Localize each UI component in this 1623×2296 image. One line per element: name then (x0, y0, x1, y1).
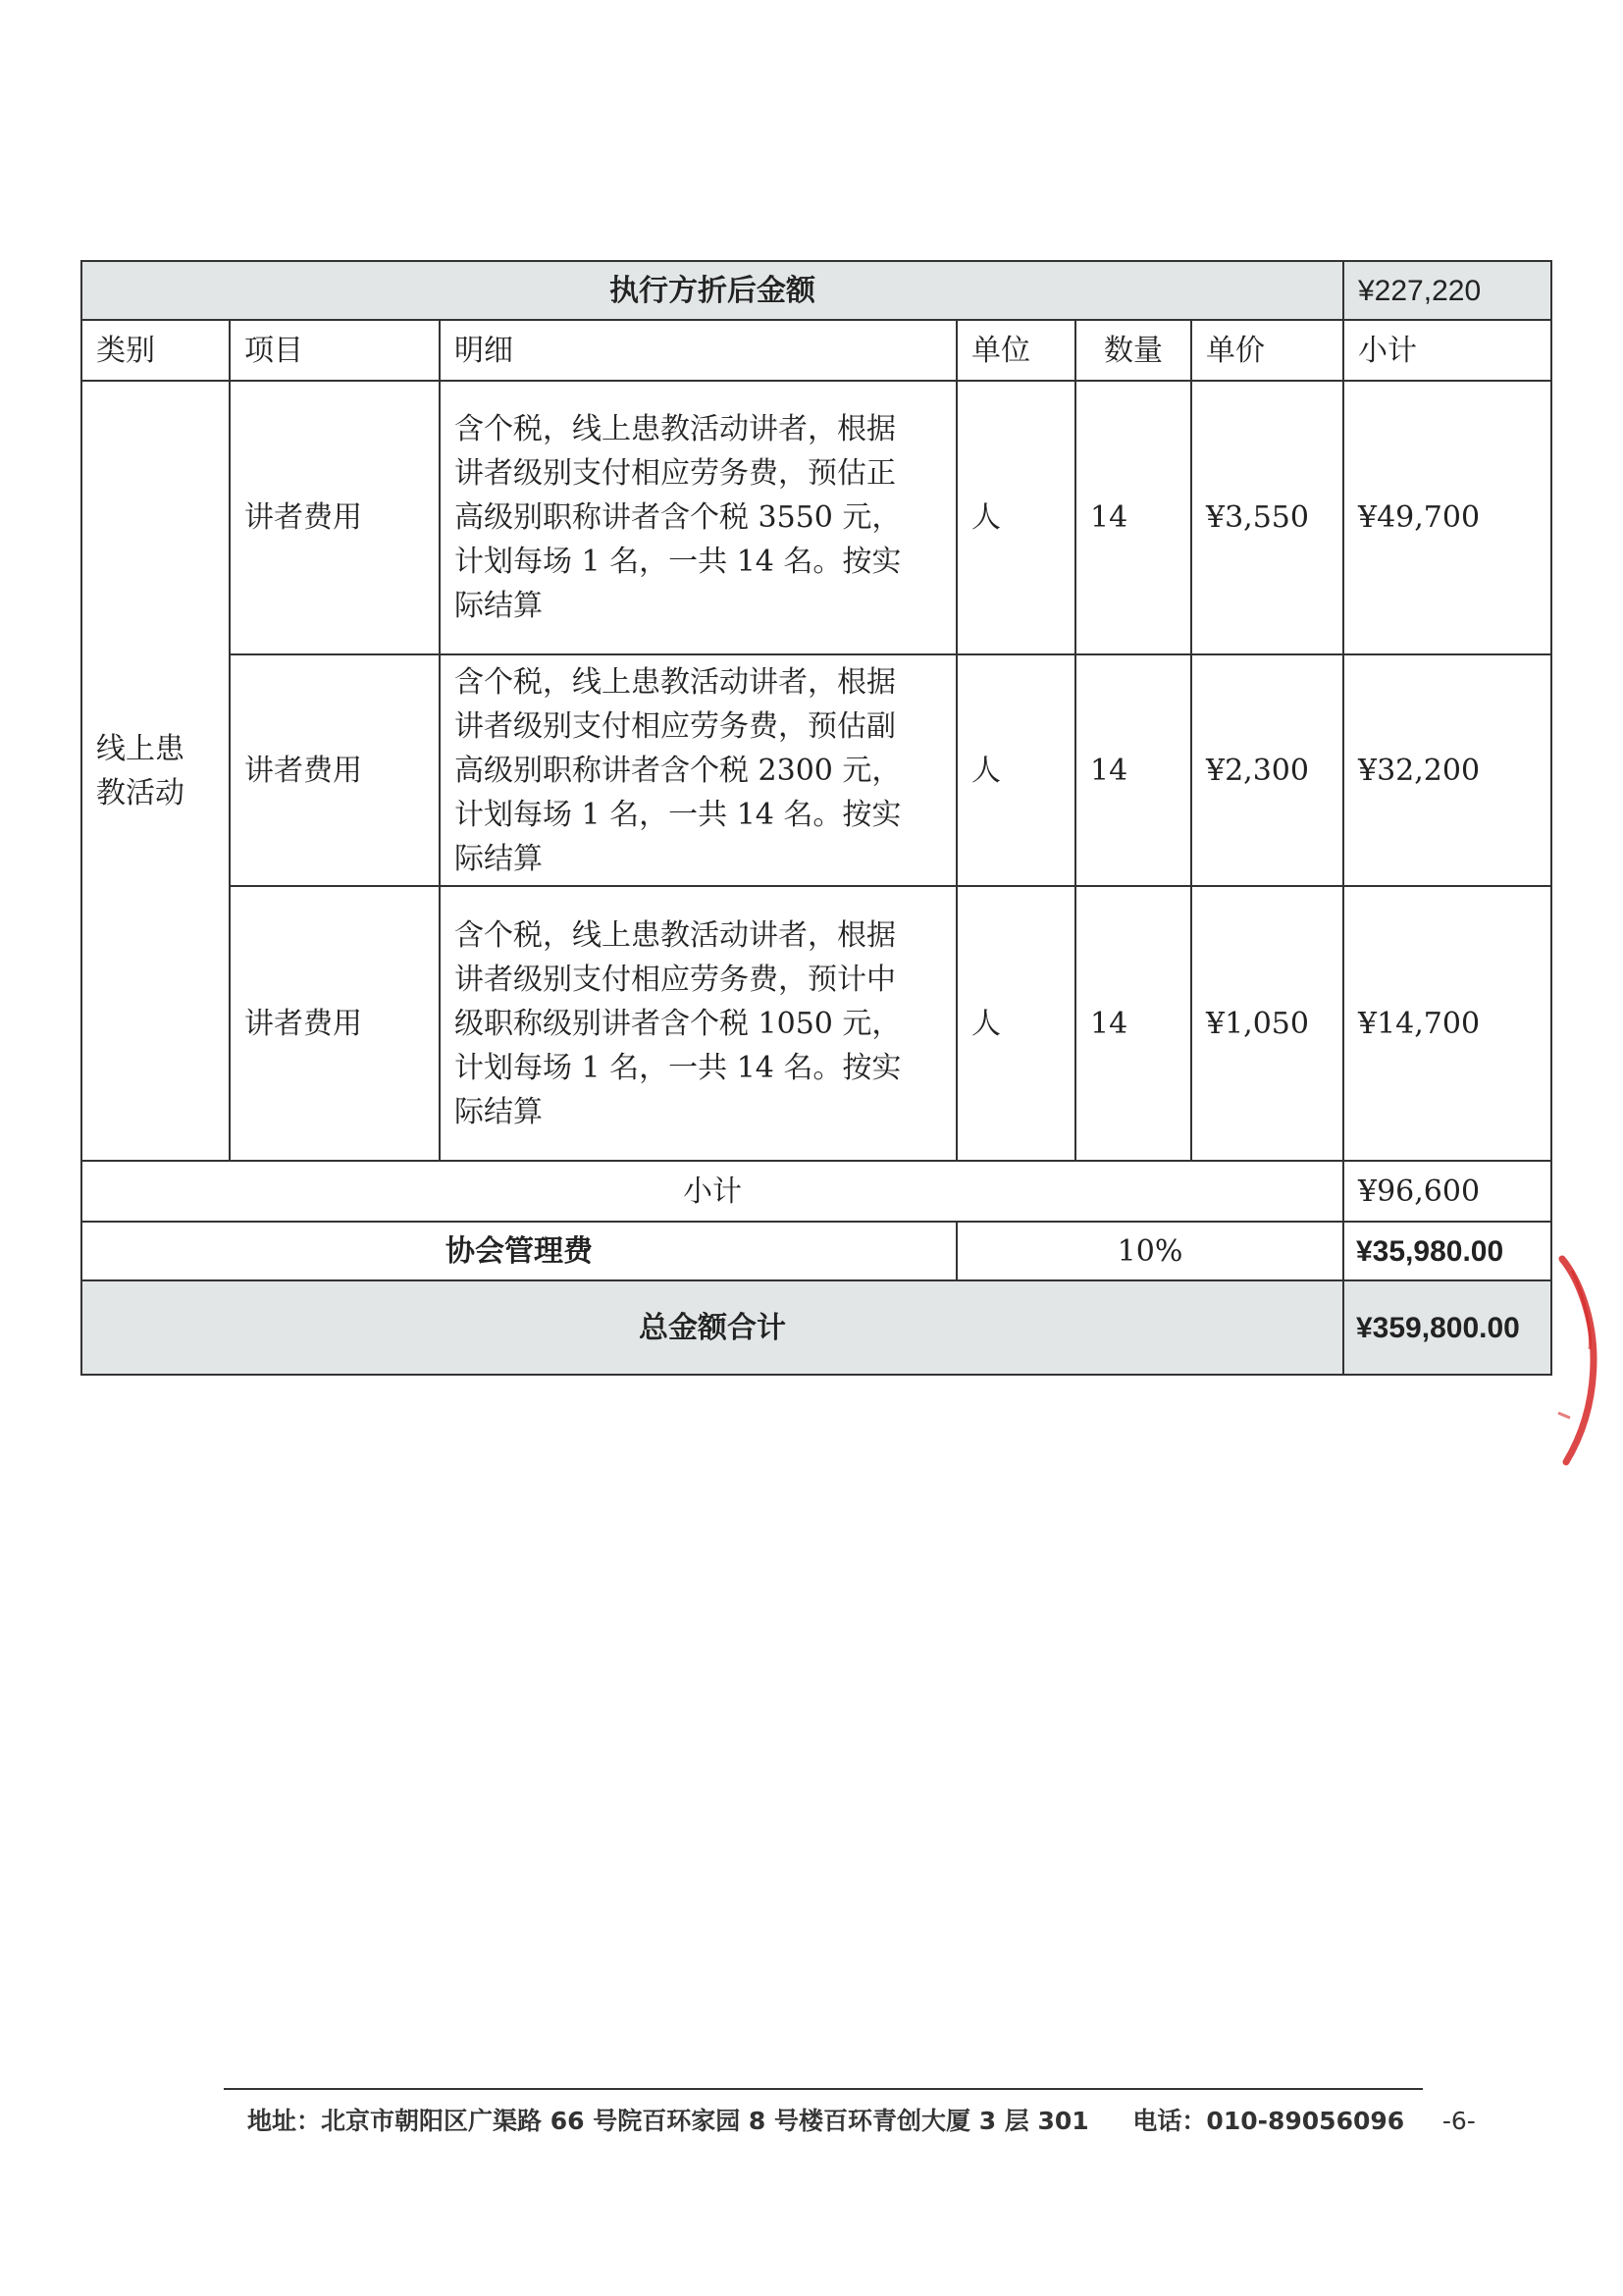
quantity-cell: 14 (1075, 654, 1191, 886)
category-cell: 线上患 教活动 (81, 381, 230, 1161)
discounted-amount-label: 执行方折后金额 (81, 261, 1343, 320)
table-row (81, 381, 1551, 654)
red-seal-stamp-edge (1550, 1251, 1609, 1477)
subtotal-cell: ¥14,700 (1343, 886, 1551, 1161)
budget-table (80, 260, 1552, 1376)
header-subtotal: 小计 (1343, 320, 1551, 381)
header-category: 类别 (81, 320, 230, 381)
quantity-cell: 14 (1075, 381, 1191, 654)
item-cell: 讲者费用 (230, 381, 440, 654)
table-row (81, 654, 1551, 886)
discounted-amount-value: ¥227,220 (1343, 261, 1551, 320)
subtotal-cell: ¥49,700 (1343, 381, 1551, 654)
unit-cell: 人 (957, 654, 1075, 886)
total-value: ¥359,800.00 (1343, 1280, 1551, 1375)
management-fee-rate: 10% (957, 1222, 1343, 1280)
quantity-cell: 14 (1075, 886, 1191, 1161)
unit-price-cell: ¥3,550 (1191, 381, 1343, 654)
page-footer (247, 2102, 1476, 2137)
management-fee-label: 协会管理费 (81, 1222, 957, 1280)
item-cell: 讲者费用 (230, 886, 440, 1161)
unit-cell: 人 (957, 381, 1075, 654)
unit-price-cell: ¥1,050 (1191, 886, 1343, 1161)
detail-cell: 含个税，线上患教活动讲者，根据 讲者级别支付相应劳务费，预估正 高级别职称讲者含个税 3550 元， 计划每场 1 名，一共 14 名。按实 际结算 (440, 381, 957, 654)
header-unit: 单位 (957, 320, 1075, 381)
footer-divider (224, 2088, 1423, 2090)
header-quantity: 数量 (1075, 320, 1191, 381)
management-fee-value: ¥35,980.00 (1343, 1222, 1551, 1280)
header-unit-price: 单价 (1191, 320, 1343, 381)
subtotal-cell: ¥32,200 (1343, 654, 1551, 886)
unit-price-cell: ¥2,300 (1191, 654, 1343, 886)
management-fee-row (81, 1222, 1551, 1280)
subtotal-value: ¥96,600 (1343, 1161, 1551, 1222)
page-number: -6- (1441, 2107, 1476, 2135)
footer-address: 地址：北京市朝阳区广渠路 66 号院百环家园 8 号楼百环青创大厦 3 层 301 (247, 2107, 1089, 2135)
total-label: 总金额合计 (81, 1280, 1343, 1375)
item-cell: 讲者费用 (230, 654, 440, 886)
header-row (81, 320, 1551, 381)
discounted-amount-row (81, 261, 1551, 320)
detail-cell: 含个税，线上患教活动讲者，根据 讲者级别支付相应劳务费，预计中 级职称级别讲者含个税 1050 元， 计划每场 1 名，一共 14 名。按实 际结算 (440, 886, 957, 1161)
header-item: 项目 (230, 320, 440, 381)
footer-phone: 电话：010-89056096 (1132, 2107, 1405, 2135)
unit-cell: 人 (957, 886, 1075, 1161)
table-row (81, 886, 1551, 1161)
total-row (81, 1280, 1551, 1375)
subtotal-row (81, 1161, 1551, 1222)
header-detail: 明细 (440, 320, 957, 381)
subtotal-label: 小计 (81, 1161, 1343, 1222)
detail-cell: 含个税，线上患教活动讲者，根据 讲者级别支付相应劳务费，预估副 高级别职称讲者含个税 2300 元， 计划每场 1 名，一共 14 名。按实 际结算 (440, 654, 957, 886)
